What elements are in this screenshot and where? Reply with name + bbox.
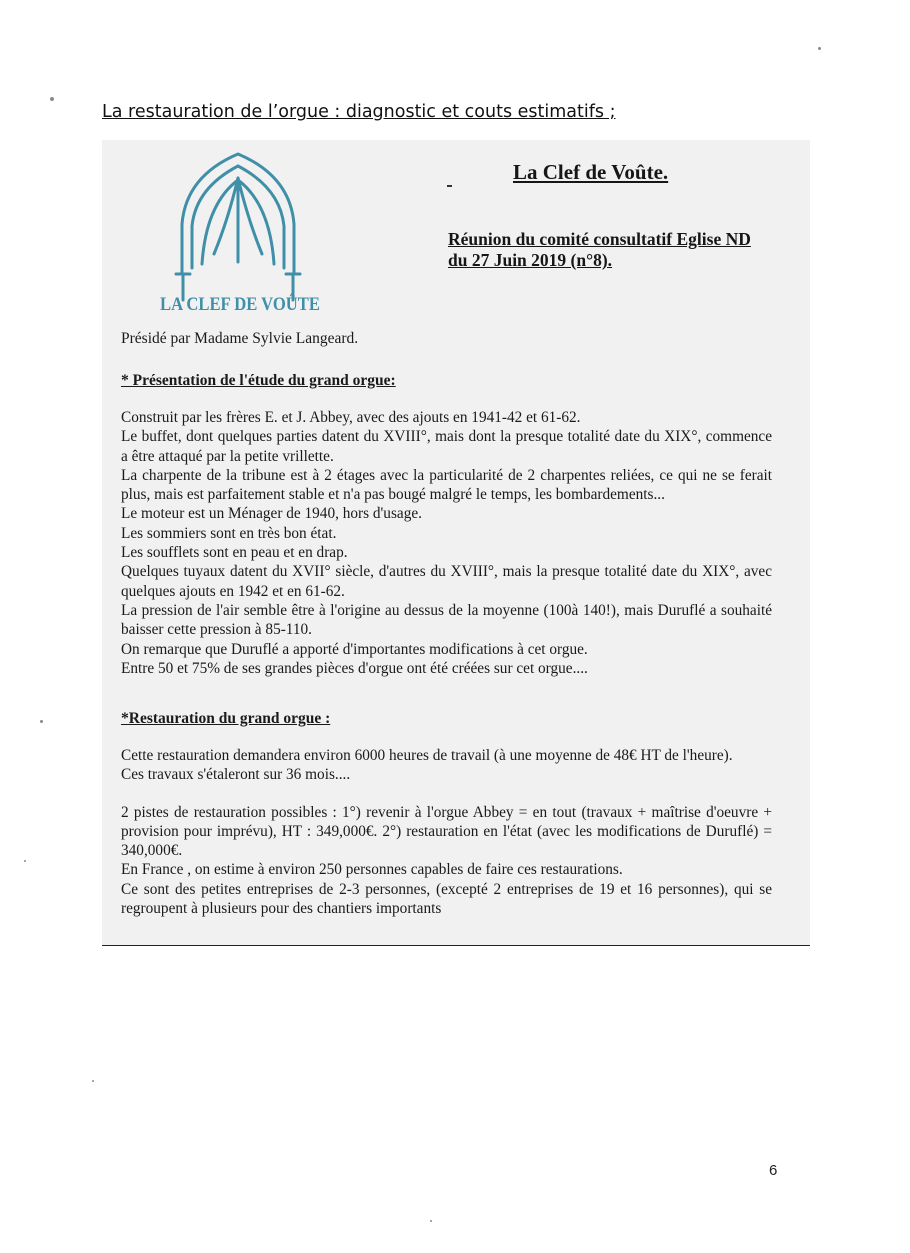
- paragraph: Construit par les frères E. et J. Abbey, avec des ajouts en 1941-42 et 61-62.: [121, 409, 581, 426]
- meeting-title: [448, 229, 751, 271]
- scan-speck: [92, 1080, 94, 1082]
- section-title-restoration: *Restauration du grand orgue :: [121, 710, 331, 727]
- page-number: 6: [769, 1162, 778, 1179]
- organization-title: La Clef de Voûte.: [513, 160, 669, 184]
- paragraph: La pression de l'air semble être à l'origine au dessus de la moyenne (100à 140!), mais Duruflé a souhaité baisser cette pression à 85-110.: [121, 601, 772, 639]
- paragraph: La charpente de la tribune est à 2 étages avec la particularité de 2 charpentes reliées, ce qui ne se ferait plus, mais est parfaitement stable et n'a pas bougé malgré le temps, les bombardements...: [121, 466, 772, 504]
- paragraph: Les soufflets sont en peau et en drap.: [121, 544, 348, 562]
- paragraph: Entre 50 et 75% de ses grandes pièces d'orgue ont été créées sur cet orgue....: [121, 659, 588, 677]
- paragraph: Quelques tuyaux datent du XVII° siècle, d'autres du XVIII°, mais la presque totalité date du XIX°, avec quelques ajouts en 1942 et en 61-62.: [121, 563, 772, 600]
- gothic-vault-arch-icon: [154, 150, 330, 320]
- scan-speck: [40, 720, 43, 723]
- study-body: [121, 408, 772, 678]
- meeting-date-line: du 27 Juin 2019 (n°8).: [448, 250, 613, 270]
- paragraph: Le buffet, dont quelques parties datent du XVIII°, mais dont la presque totalité date du XIX°, commence a être attaqué par la petite vrillette.: [121, 428, 772, 465]
- scan-speck: [24, 860, 26, 862]
- paragraph: Ces travaux s'étaleront sur 36 mois....: [121, 766, 351, 784]
- paragraph: 2 pistes de restauration possibles : 1°) revenir à l'orgue Abbey = en tout (travaux + maîtrise d'oeuvre + provision pour imprévu), HT : 349,000€. 2°) restauration en l'état (avec les modifications de Duruflé) = 340,000€.: [121, 803, 772, 860]
- page-heading: La restauration de l’orgue : diagnostic et couts estimatifs ;: [102, 102, 616, 122]
- paragraph: Le moteur est un Ménager de 1940, hors d'usage.: [121, 505, 422, 523]
- paragraph: On remarque que Duruflé a apporté d'importantes modifications à cet orgue.: [121, 640, 588, 658]
- chairperson-line: Présidé par Madame Sylvie Langeard.: [121, 330, 359, 347]
- section-title-study: * Présentation de l'étude du grand orgue:: [121, 372, 396, 389]
- scan-speck: [430, 1220, 432, 1222]
- scan-speck: [818, 47, 821, 50]
- paragraph: Cette restauration demandera environ 6000 heures de travail (à une moyenne de 48€ HT de l'heure).: [121, 747, 733, 764]
- meeting-title-line: Réunion du comité consultatif Eglise ND: [448, 229, 751, 249]
- scan-speck: [50, 97, 54, 101]
- paragraph: En France , on estime à environ 250 personnes capables de faire ces restaurations.: [121, 861, 623, 879]
- restoration-body: [121, 746, 772, 918]
- scan-mark: [447, 185, 452, 187]
- logo: [154, 150, 330, 320]
- logo-text: LA CLEF DE VOÛTE: [160, 294, 330, 315]
- paragraph: Les sommiers sont en très bon état.: [121, 524, 337, 542]
- paragraph: Ce sont des petites entreprises de 2-3 personnes, (excepté 2 entreprises de 19 et 16 personnes), qui se regroupent à plusieurs pour des chantiers importants: [121, 880, 772, 918]
- scanned-minutes-document: [102, 140, 810, 946]
